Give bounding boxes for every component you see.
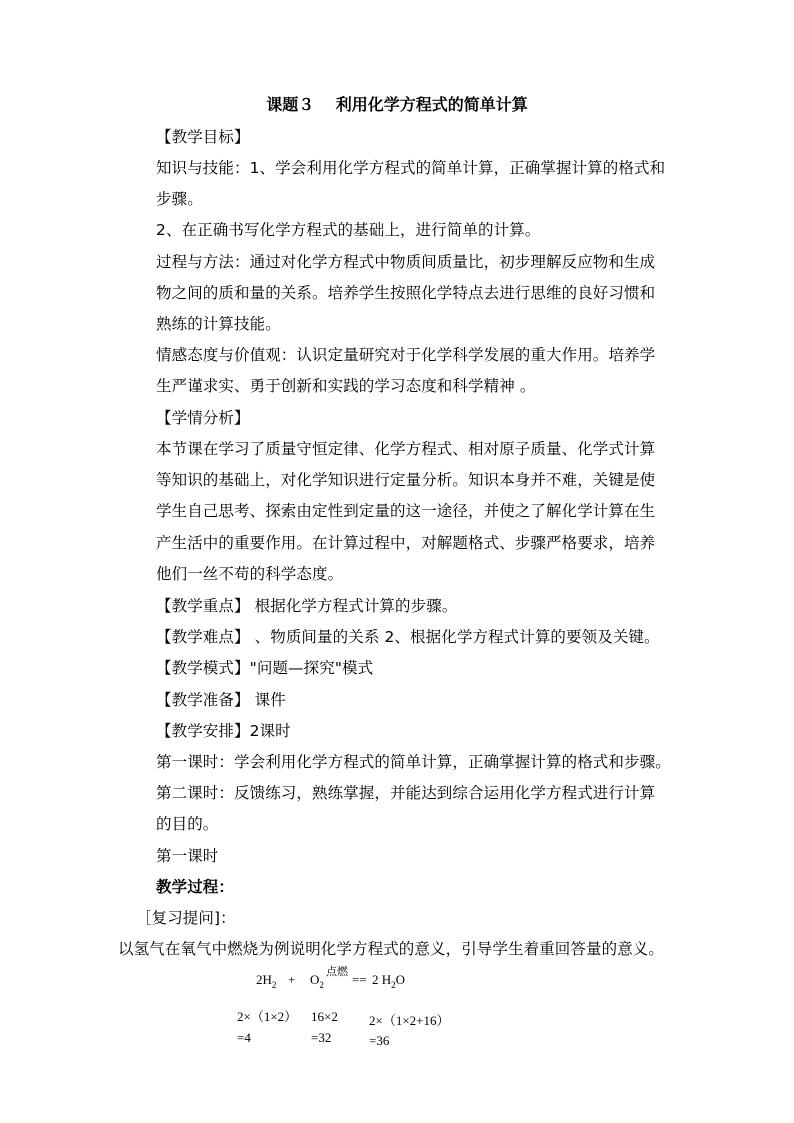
paragraph-line: 他们一丝不苟的科学态度。 (156, 565, 344, 583)
paragraph-line: 第一课时：学会利用化学方程式的简单计算，正确掌握计算的格式和步骤。 (156, 753, 671, 771)
review-question-label: ［复习提问]： (136, 909, 236, 927)
mass-h2-result: =4 (237, 1030, 251, 1045)
paragraph-line: 产生活中的重要作用。在计算过程中，对解题格式、步骤严格要求，培养 (156, 534, 656, 552)
mass-h2o-result: =36 (369, 1033, 390, 1048)
equation-plus: + (288, 972, 296, 987)
mass-h2-calc: 2×（1×2） (237, 1009, 298, 1024)
paragraph-line: 的目的。 (156, 815, 219, 833)
paragraph-line: 等知识的基础上，对化学知识进行定量分析。知识本身并不难，关键是使 (156, 471, 656, 489)
paragraph-line: 2、在正确书写化学方程式的基础上，进行简单的计算。 (156, 221, 541, 239)
reaction-condition: 点燃 (326, 965, 348, 978)
page-title: 课题３ 利用化学方程式的简单计算 (266, 95, 528, 114)
paragraph-line: 知识与技能：1、学会利用化学方程式的简单计算，正确掌握计算的格式和 (156, 159, 666, 177)
difficulty-line: 【教学难点】 、物质间量的关系 2、根据化学方程式计算的要领及关键。 (156, 628, 660, 646)
lesson-one-label: 第一课时 (156, 847, 219, 865)
paragraph-line: 熟练的计算技能。 (156, 315, 281, 333)
equation-h2o: 2 $H_2O$ (372, 972, 406, 990)
paragraph-line: 生严谨求实、勇于创新和实践的学习态度和科学精神 。 (156, 377, 536, 395)
paragraph-line: 物之间的质和量的关系。培养学生按照化学特点去进行思维的良好习惯和 (156, 284, 656, 302)
mass-o2-result: =32 (311, 1030, 332, 1045)
equation-arrow: 点燃 == (326, 965, 367, 987)
arrangement-line: 【教学安排】2课时 (156, 722, 291, 740)
paragraph-line: 以氢气在氧气中燃烧为例说明化学方程式的意义，引导学生着重回答量的意义。 (118, 940, 665, 958)
mass-h2o-calc: 2×（1×2+16） (369, 1013, 450, 1028)
paragraph-line: 第二课时：反馈练习，熟练掌握，并能达到综合运用化学方程式进行计算 (156, 784, 656, 802)
paragraph-line: 本节课在学习了质量守恒定律、化学方程式、相对原子质量、化学式计算 (156, 440, 656, 458)
mass-o2-calc: 16×2 (311, 1009, 338, 1024)
paragraph-line: 情感态度与价值观：认识定量研究对于化学科学发展的重大作用。培养学 (156, 346, 656, 364)
teaching-mode-line: 【教学模式】"问题—探究"模式 (156, 659, 374, 677)
equation-o2: $O_2$ (310, 972, 324, 990)
key-point-line: 【教学重点】 根据化学方程式计算的步骤。 (156, 597, 458, 615)
equation-h2: $2H_2$ (256, 972, 277, 990)
teaching-process-heading: 教学过程： (156, 878, 235, 896)
heading-teaching-goals: 【教学目标】 (156, 128, 250, 146)
paragraph-line: 过程与方法：通过对化学方程式中物质间质量比，初步理解反应物和生成 (156, 253, 656, 271)
preparation-line: 【教学准备】 课件 (156, 691, 286, 709)
paragraph-line: 步骤。 (156, 190, 203, 208)
heading-student-analysis: 【学情分析】 (156, 409, 250, 427)
paragraph-line: 学生自己思考、探索由定性到定量的这一途径，并使之了解化学计算在生 (156, 502, 656, 520)
